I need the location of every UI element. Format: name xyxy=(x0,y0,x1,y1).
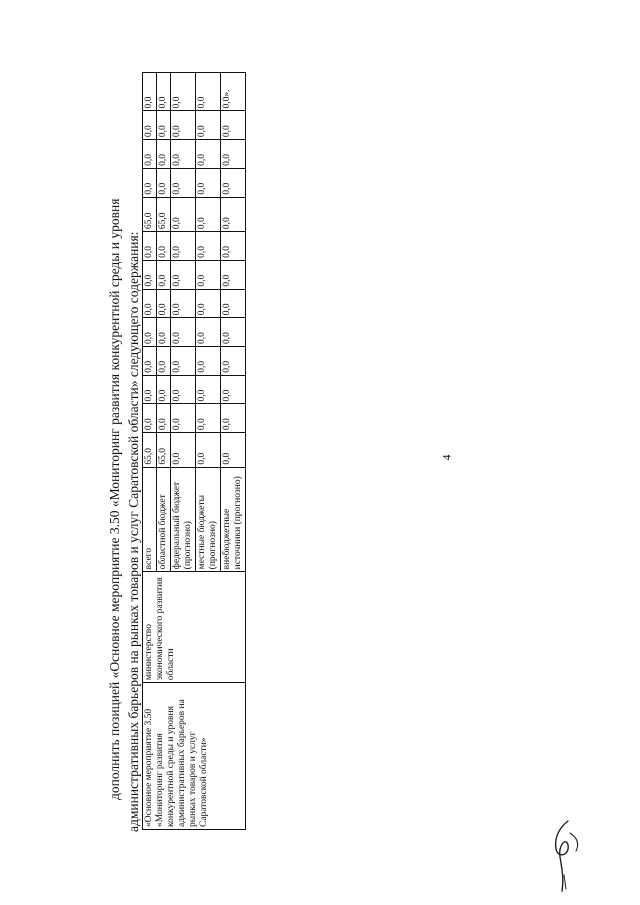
amount-cell: 0,0 xyxy=(221,111,246,140)
amount-cell: 0,0 xyxy=(221,289,246,318)
amount-cell: 0,0 xyxy=(157,260,171,289)
amount-cell: 0,0 xyxy=(196,404,221,433)
amount-cell: 0,0 xyxy=(221,260,246,289)
amount-cell: 0,0 xyxy=(171,73,196,111)
amount-cell: 0,0 xyxy=(143,111,157,140)
amount-cell: 65,0 xyxy=(143,433,157,468)
amount-cell: 0,0 xyxy=(171,289,196,318)
amount-cell: 0,0 xyxy=(221,168,246,197)
amount-cell: 0,0 xyxy=(196,111,221,140)
amount-cell: 0,0 xyxy=(171,197,196,232)
amount-cell: 0,0 xyxy=(221,232,246,261)
amount-cell: 0,0 xyxy=(171,404,196,433)
amount-cell: 0,0 xyxy=(157,347,171,376)
amount-cell: 0,0 xyxy=(171,168,196,197)
funding-source-cell: внебюджетные источники (прогнозно) xyxy=(221,467,246,572)
amount-cell: 0,0 xyxy=(171,111,196,140)
executor-cell: министерство экономического развития области xyxy=(143,572,246,683)
amount-cell: 0,0 xyxy=(143,260,157,289)
amount-cell: 0,0 xyxy=(196,168,221,197)
amount-cell: 0,0 xyxy=(157,73,171,111)
amount-cell: 65,0 xyxy=(157,197,171,232)
rotated-content xyxy=(105,70,323,832)
amount-cell: 0,0 xyxy=(196,375,221,404)
funding-source-cell: всего xyxy=(143,467,157,572)
intro-line-2: административных барьеров на рынках товаров и услуг Саратовской области» следующего содержания: xyxy=(126,231,141,832)
amount-cell: 0,0 xyxy=(171,260,196,289)
amount-cell: 0,0 xyxy=(143,168,157,197)
amount-cell: 0,0 xyxy=(221,197,246,232)
amount-cell: 0,0 xyxy=(196,318,221,347)
signature-mark xyxy=(540,815,590,895)
funding-source-cell: областной бюджет xyxy=(157,467,171,572)
financing-table xyxy=(142,72,246,830)
amount-cell: 0,0 xyxy=(157,111,171,140)
amount-cell: 0,0 xyxy=(221,140,246,169)
amount-cell: 0,0 xyxy=(143,232,157,261)
intro-text xyxy=(105,70,143,832)
amount-cell: 0,0 xyxy=(143,140,157,169)
amount-cell: 0,0 xyxy=(171,347,196,376)
page-number: 4 xyxy=(439,454,454,461)
amount-cell: 0,0 xyxy=(143,73,157,111)
amount-cell: 0,0 xyxy=(171,318,196,347)
amount-cell: 0,0 xyxy=(157,168,171,197)
amount-cell: 0,0 xyxy=(171,140,196,169)
amount-cell: 0,0 xyxy=(157,375,171,404)
amount-cell: 0,0 xyxy=(171,232,196,261)
amount-cell: 0,0 xyxy=(157,232,171,261)
amount-cell: 0,0 xyxy=(221,318,246,347)
amount-cell: 0,0 xyxy=(196,140,221,169)
amount-cell: 0,0 xyxy=(221,404,246,433)
amount-cell: 0,0 xyxy=(221,347,246,376)
amount-cell: 0,0 xyxy=(196,197,221,232)
amount-cell: 0,0 xyxy=(196,433,221,468)
amount-cell: 0,0». xyxy=(221,73,246,111)
table-row xyxy=(143,73,157,830)
amount-cell: 0,0 xyxy=(143,375,157,404)
amount-cell: 0,0 xyxy=(143,289,157,318)
amount-cell: 0,0 xyxy=(196,260,221,289)
amount-cell: 0,0 xyxy=(221,375,246,404)
amount-cell: 0,0 xyxy=(196,232,221,261)
amount-cell: 0,0 xyxy=(196,289,221,318)
amount-cell: 0,0 xyxy=(171,375,196,404)
amount-cell: 0,0 xyxy=(143,404,157,433)
funding-source-cell: местные бюджеты (прогнозно) xyxy=(196,467,221,572)
amount-cell: 0,0 xyxy=(157,404,171,433)
amount-cell: 0,0 xyxy=(171,433,196,468)
table-body xyxy=(143,73,246,830)
funding-source-cell: федеральный бюджет (прогнозно) xyxy=(171,467,196,572)
amount-cell: 65,0 xyxy=(157,433,171,468)
amount-cell: 65,0 xyxy=(143,197,157,232)
amount-cell: 0,0 xyxy=(157,140,171,169)
amount-cell: 0,0 xyxy=(157,318,171,347)
amount-cell: 0,0 xyxy=(143,318,157,347)
intro-line-1: дополнить позицией «Основное мероприятие 3.50 «Мониторинг развития конкурентной среды и уровня xyxy=(107,198,122,800)
amount-cell: 0,0 xyxy=(196,73,221,111)
amount-cell: 0,0 xyxy=(221,433,246,468)
measure-name-cell: «Основное мероприятие 3.50 «Мониторинг развития конкурентной среды и уровня административных барьеров на рынках товаров и услуг Саратовской области» xyxy=(143,683,246,830)
amount-cell: 0,0 xyxy=(143,347,157,376)
amount-cell: 0,0 xyxy=(157,289,171,318)
amount-cell: 0,0 xyxy=(196,347,221,376)
